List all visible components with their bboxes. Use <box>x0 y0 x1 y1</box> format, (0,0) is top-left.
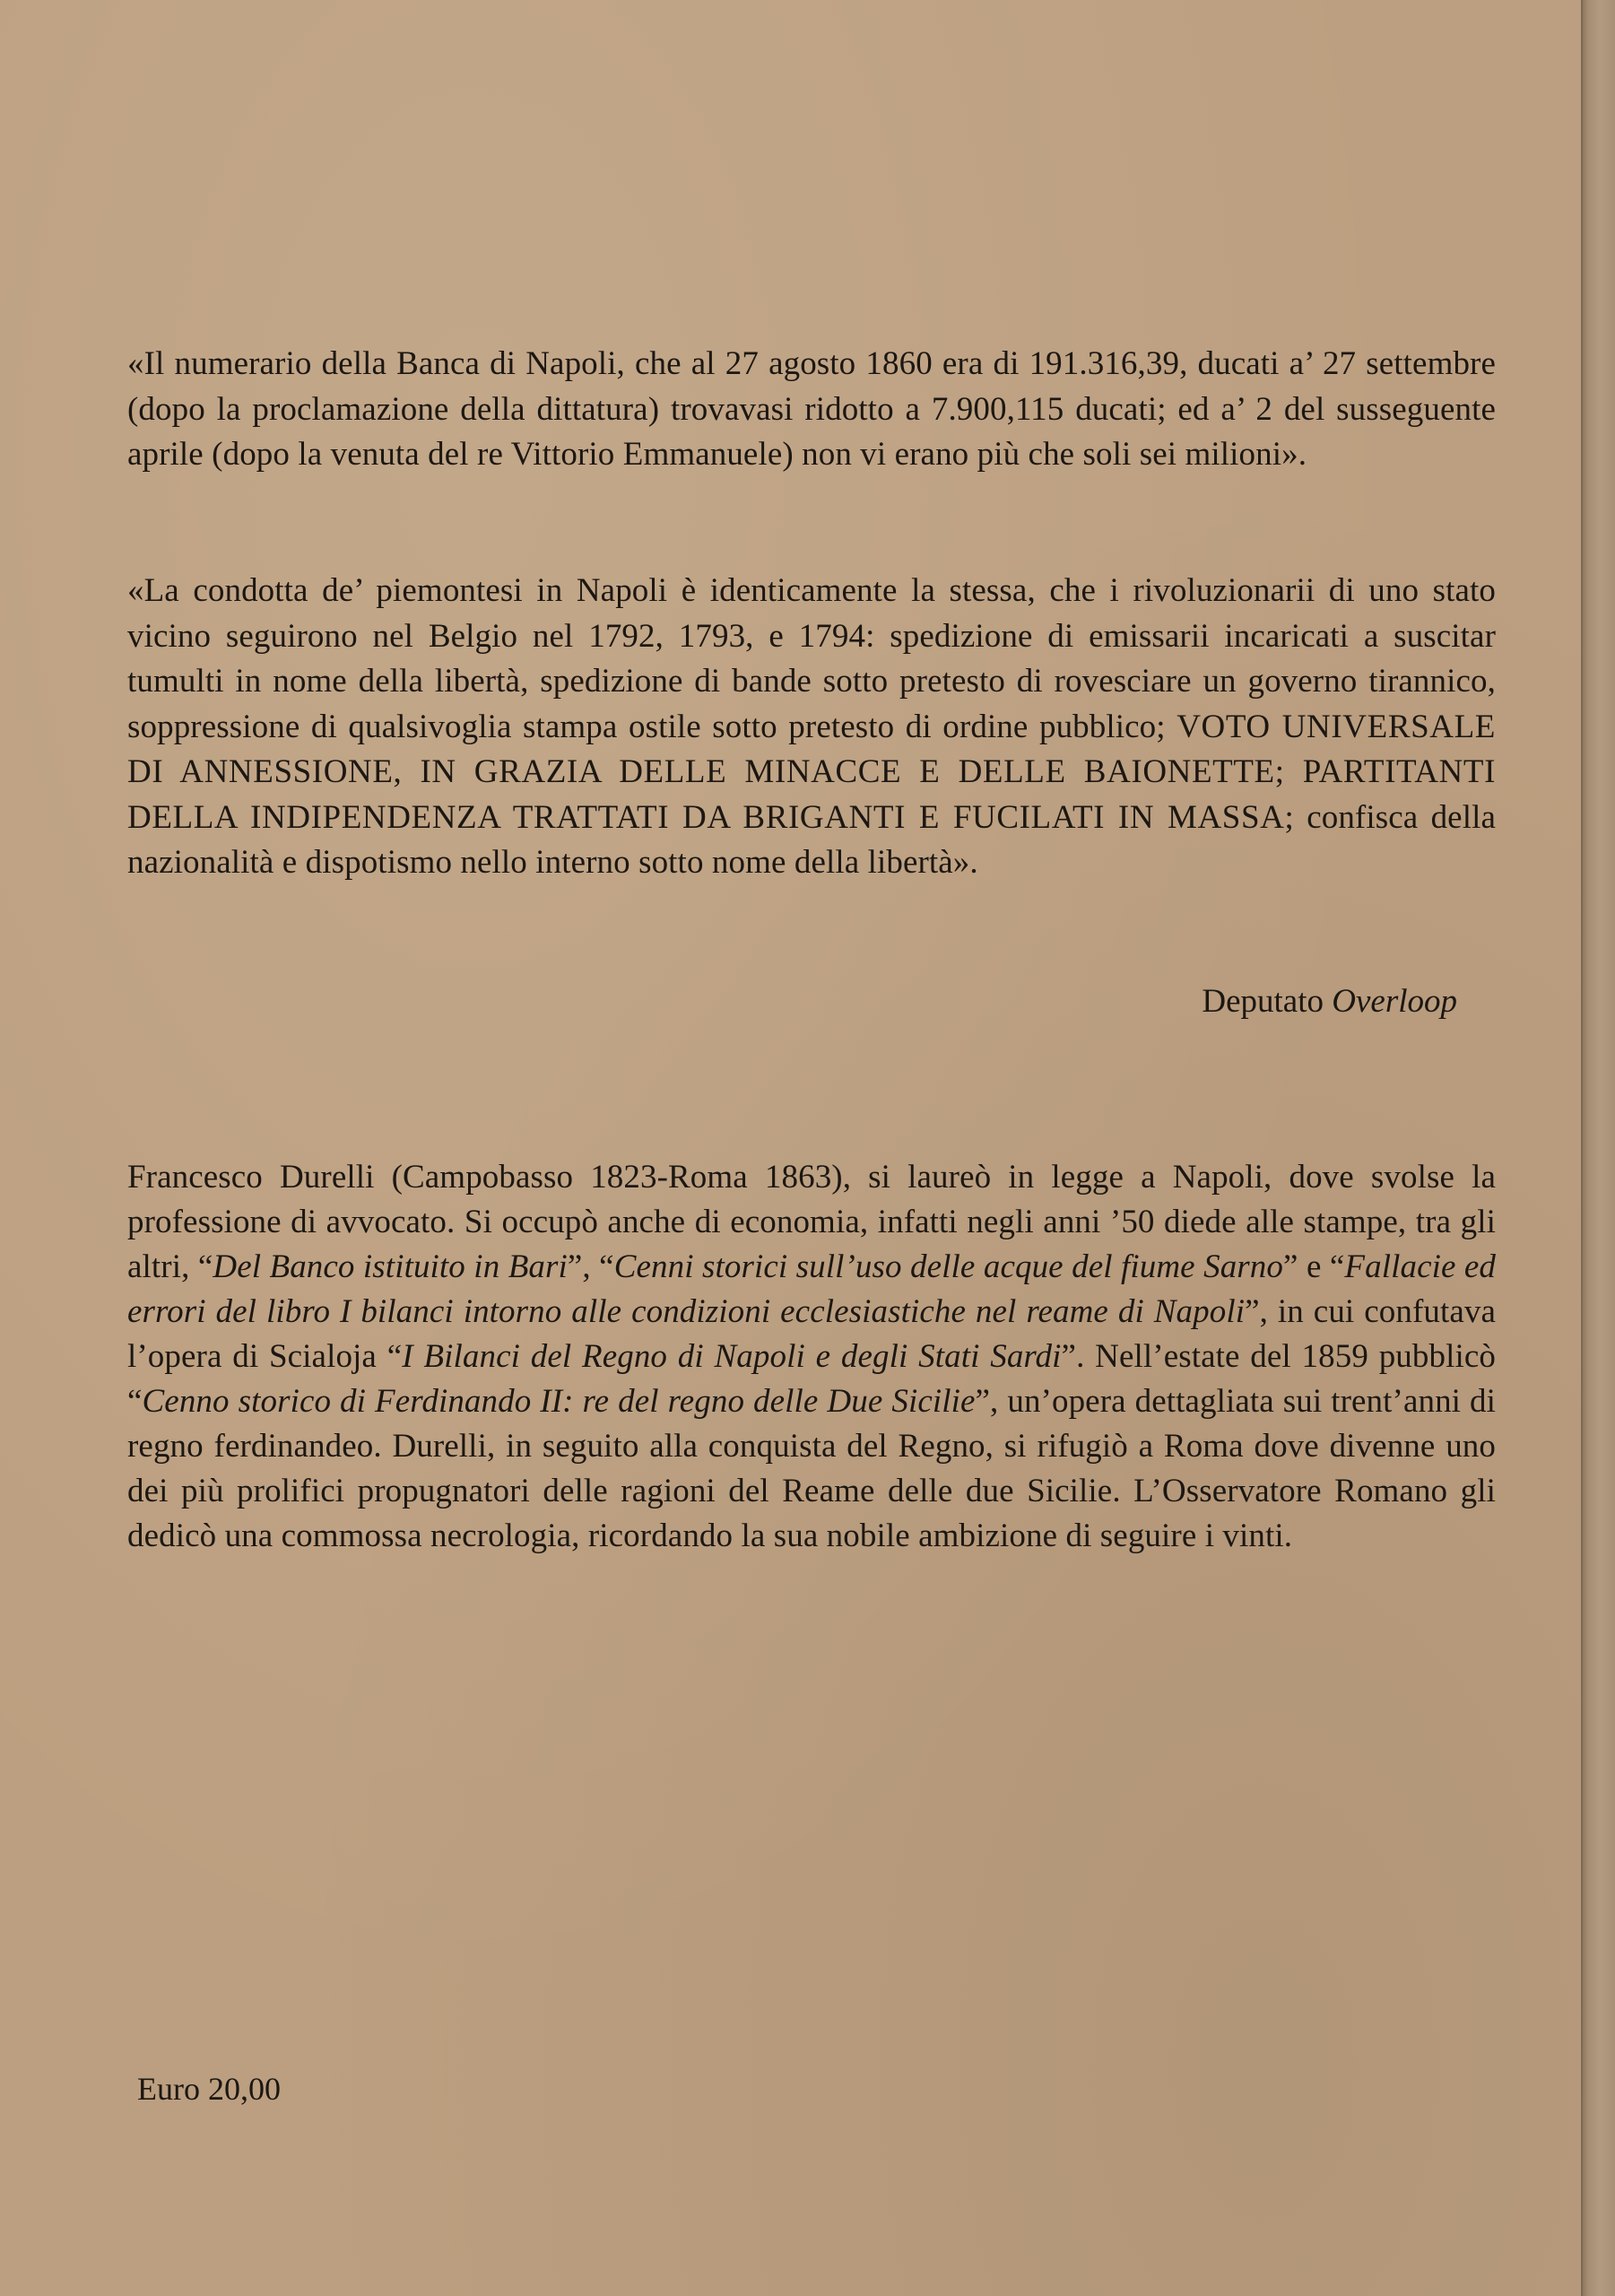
bio-part-1: Francesco Durelli (Campobasso 1823-Roma 1863), si laureò in legge a Napoli, dove svolse la professione di avvocato. Si occupò anche di economia, infatti negli anni ’50 diede alle stampe, tra gli altri, “ <box>127 1159 1496 1285</box>
bio-title-5: Cenno storico di Ferdinando II: re del regno delle Due Sicilie <box>142 1383 976 1420</box>
quote-2-text-start: «La condotta de’ piemontesi in Napoli è identicamente la stessa, che i rivoluzionarii di uno stato vicino seguirono nel Belgio nel 1792, 1793, e 1794: spedizione di emissarii incaricati a suscitar tumulti in nome della libertà, spedizione di bande sotto pretesto di rovesciare un governo tirannico, soppressione di qualsivoglia stampa ostile sotto pretesto di ordine pubblico; <box>127 572 1496 745</box>
bio-part-2: ”, “ <box>567 1248 614 1285</box>
bio-title-3: Fallacie ed errori del libro I bilanci intorno alle condizioni ecclesiastiche nel reame di Napoli <box>127 1248 1497 1330</box>
quote-2-text-end: ; confisca della nazionalità e dispotismo nello interno sotto nome della libertà». <box>127 798 1496 881</box>
signature-prefix: Deputato <box>1202 983 1333 1020</box>
quote-1-text: «Il numerario della Banca di Napoli, che al 27 agosto 1860 era di 191.316,39, ducati a’ 27 settembre (dopo la proclamazione della dittatura) trovavasi ridotto a 7.900,115 ducati; ed a’ 2 del susseguente aprile (dopo la venuta del re Vittorio Emmanuele) non vi erano più che soli sei milioni». <box>127 345 1496 473</box>
bio-part-5: ”. Nell’estate del 1859 pubblicò “ <box>127 1338 1496 1420</box>
signature-name: Overloop <box>1332 983 1457 1020</box>
bio-part-4: ”, in cui confutava l’opera di Scialoja “ <box>127 1293 1496 1375</box>
bio-title-4: I Bilanci del Regno di Napoli e degli Stati Sardi <box>402 1338 1062 1375</box>
bio-title-2: Cenni storici sull’uso delle acque del fiume Sarno <box>613 1248 1284 1285</box>
price-label: Euro 20,00 <box>137 2071 281 2107</box>
quote-condotta-piemontesi <box>127 569 1496 886</box>
quote-signature <box>1202 979 1457 1024</box>
bio-part-3: ” e “ <box>1283 1248 1345 1285</box>
quote-2-text-caps: VOTO UNIVERSALE DI ANNESSIONE, IN GRAZIA DELLE MINACCE E DELLE BAIONETTE; PARTITANTI DELLA INDIPENDENZA TRATTATI DA BRIGANTI E FUCILATI IN MASSA <box>127 708 1496 836</box>
bio-title-1: Del Banco istituito in Bari <box>213 1248 568 1285</box>
book-page-edge <box>1581 0 1615 2296</box>
bio-part-6: ”, un’opera dettagliata sui trent’anni di regno ferdinandeo. Durelli, in seguito alla conquista del Regno, si rifugiò a Roma dove divenne uno dei più prolifici propugnatori delle ragioni del Reame delle due Sicilie. L’Osservatore Romano gli dedicò una commossa necrologia, ricordando la sua nobile ambizione di seguire i vinti. <box>127 1383 1497 1554</box>
quote-banca-di-napoli <box>127 342 1496 478</box>
author-biography <box>127 1155 1496 1559</box>
